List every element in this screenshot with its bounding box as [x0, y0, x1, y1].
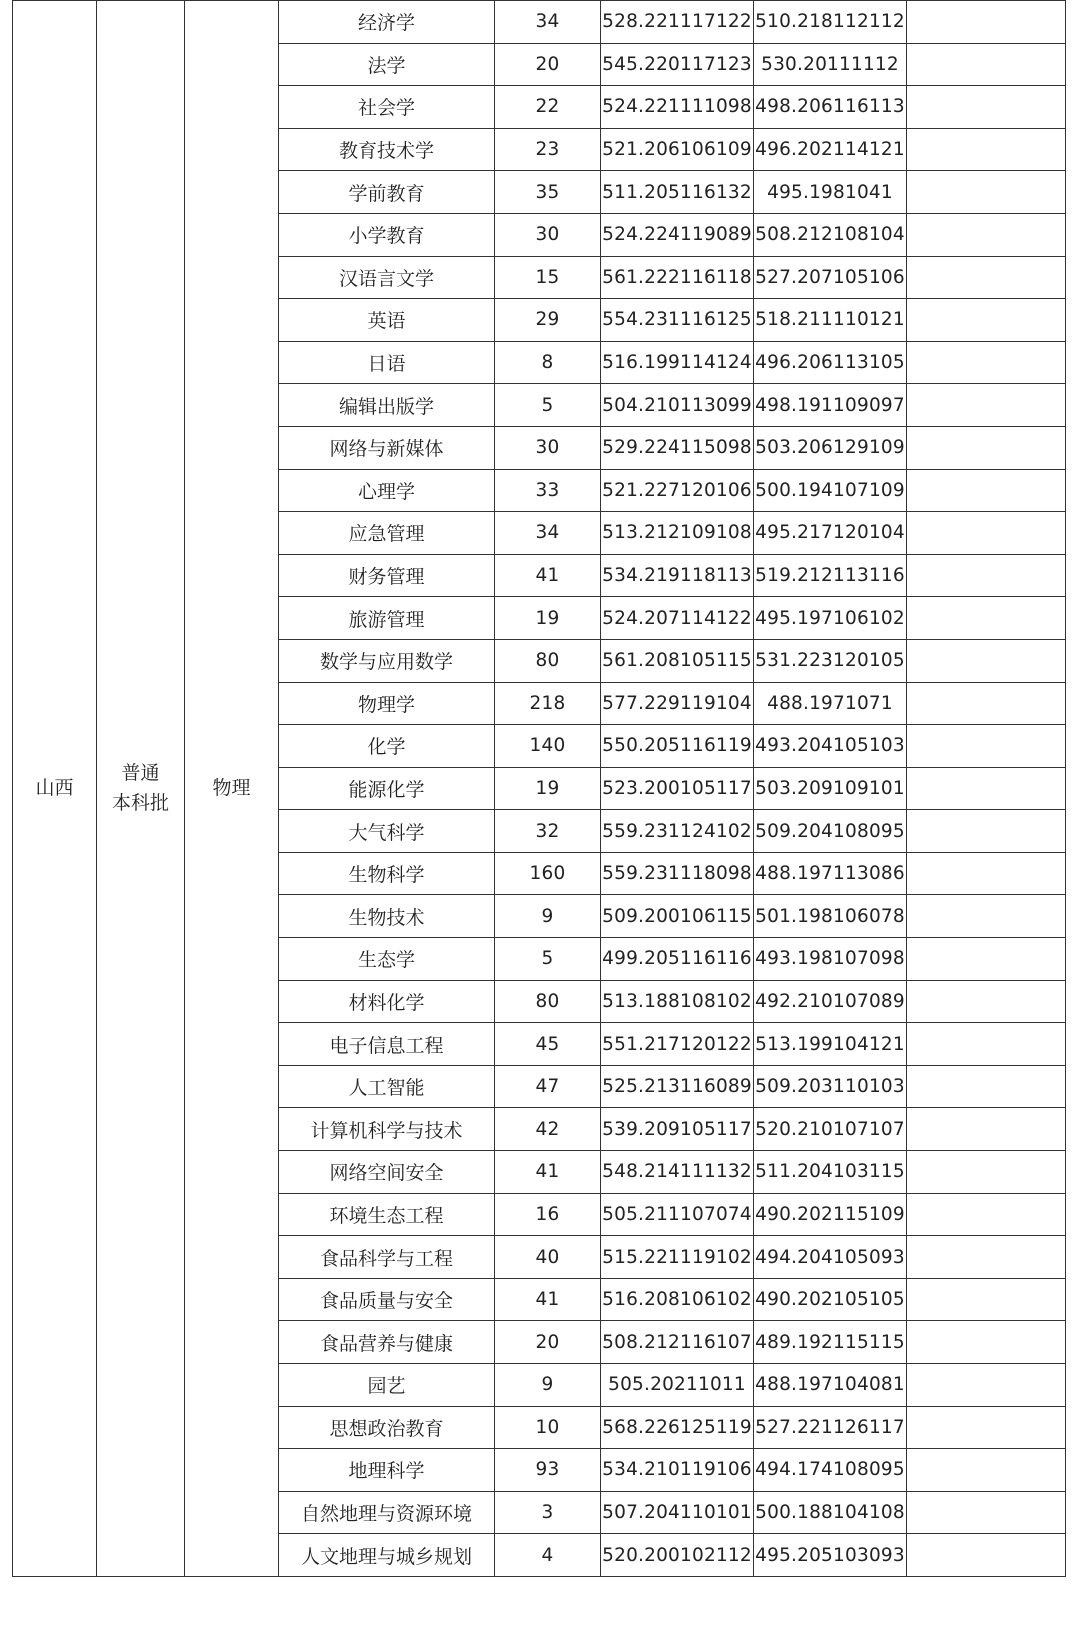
note-cell	[907, 171, 1066, 214]
note-cell	[907, 1236, 1066, 1279]
min-score-cell: 493.204105103	[754, 725, 907, 768]
max-score-cell: 513.188108102	[601, 980, 754, 1023]
note-cell	[907, 1151, 1066, 1194]
max-score-cell: 504.210113099	[601, 384, 754, 427]
max-score-cell: 521.227120106	[601, 469, 754, 512]
max-score-cell: 568.226125119	[601, 1406, 754, 1449]
note-cell	[907, 512, 1066, 555]
min-score-cell: 509.203110103	[754, 1065, 907, 1108]
major-cell: 自然地理与资源环境	[279, 1491, 495, 1534]
major-cell: 应急管理	[279, 512, 495, 555]
max-score-cell: 534.219118113	[601, 554, 754, 597]
major-cell: 财务管理	[279, 554, 495, 597]
major-cell: 食品科学与工程	[279, 1236, 495, 1279]
min-score-cell: 490.202105105	[754, 1278, 907, 1321]
min-score-cell: 500.188104108	[754, 1491, 907, 1534]
min-score-cell: 530.20111112	[754, 43, 907, 86]
max-score-cell: 525.213116089	[601, 1065, 754, 1108]
note-cell	[907, 213, 1066, 256]
min-score-cell: 519.212113116	[754, 554, 907, 597]
plan-count-cell: 40	[495, 1236, 601, 1279]
major-cell: 小学教育	[279, 213, 495, 256]
min-score-cell: 527.221126117	[754, 1406, 907, 1449]
note-cell	[907, 554, 1066, 597]
note-cell	[907, 895, 1066, 938]
major-cell: 材料化学	[279, 980, 495, 1023]
major-cell: 园艺	[279, 1364, 495, 1407]
min-score-cell: 518.211110121	[754, 299, 907, 342]
min-score-cell: 488.1971071	[754, 682, 907, 725]
plan-count-cell: 41	[495, 1278, 601, 1321]
major-cell: 大气科学	[279, 810, 495, 853]
table-row	[13, 1, 1066, 44]
max-score-cell: 521.206106109	[601, 128, 754, 171]
major-cell: 心理学	[279, 469, 495, 512]
note-cell	[907, 639, 1066, 682]
min-score-cell: 503.206129109	[754, 426, 907, 469]
max-score-cell: 548.214111132	[601, 1151, 754, 1194]
plan-count-cell: 30	[495, 426, 601, 469]
major-cell: 地理科学	[279, 1449, 495, 1492]
plan-count-cell: 5	[495, 938, 601, 981]
major-cell: 思想政治教育	[279, 1406, 495, 1449]
max-score-cell: 499.205116116	[601, 938, 754, 981]
plan-count-cell: 16	[495, 1193, 601, 1236]
min-score-cell: 494.204105093	[754, 1236, 907, 1279]
plan-count-cell: 35	[495, 171, 601, 214]
min-score-cell: 498.191109097	[754, 384, 907, 427]
major-cell: 教育技术学	[279, 128, 495, 171]
min-score-cell: 513.199104121	[754, 1023, 907, 1066]
max-score-cell: 559.231124102	[601, 810, 754, 853]
max-score-cell: 534.210119106	[601, 1449, 754, 1492]
max-score-cell: 551.217120122	[601, 1023, 754, 1066]
plan-count-cell: 15	[495, 256, 601, 299]
plan-count-cell: 160	[495, 852, 601, 895]
max-score-cell: 508.212116107	[601, 1321, 754, 1364]
min-score-cell: 489.192115115	[754, 1321, 907, 1364]
table-body	[13, 1, 1066, 1577]
min-score-cell: 511.204103115	[754, 1151, 907, 1194]
max-score-cell: 509.200106115	[601, 895, 754, 938]
min-score-cell: 495.205103093	[754, 1534, 907, 1577]
min-score-cell: 503.209109101	[754, 767, 907, 810]
province-cell: 山西	[13, 1, 97, 1577]
max-score-cell: 523.200105117	[601, 767, 754, 810]
plan-count-cell: 42	[495, 1108, 601, 1151]
major-cell: 法学	[279, 43, 495, 86]
plan-count-cell: 29	[495, 299, 601, 342]
max-score-cell: 529.224115098	[601, 426, 754, 469]
plan-count-cell: 47	[495, 1065, 601, 1108]
plan-count-cell: 140	[495, 725, 601, 768]
major-cell: 物理学	[279, 682, 495, 725]
major-cell: 学前教育	[279, 171, 495, 214]
min-score-cell: 493.198107098	[754, 938, 907, 981]
note-cell	[907, 128, 1066, 171]
major-cell: 环境生态工程	[279, 1193, 495, 1236]
major-cell: 网络与新媒体	[279, 426, 495, 469]
note-cell	[907, 86, 1066, 129]
plan-count-cell: 33	[495, 469, 601, 512]
major-cell: 数学与应用数学	[279, 639, 495, 682]
max-score-cell: 577.229119104	[601, 682, 754, 725]
plan-count-cell: 41	[495, 1151, 601, 1194]
note-cell	[907, 725, 1066, 768]
plan-count-cell: 9	[495, 1364, 601, 1407]
note-cell	[907, 852, 1066, 895]
min-score-cell: 500.194107109	[754, 469, 907, 512]
min-score-cell: 495.197106102	[754, 597, 907, 640]
plan-count-cell: 22	[495, 86, 601, 129]
max-score-cell: 524.221111098	[601, 86, 754, 129]
note-cell	[907, 1491, 1066, 1534]
note-cell	[907, 384, 1066, 427]
plan-count-cell: 4	[495, 1534, 601, 1577]
max-score-cell: 516.199114124	[601, 341, 754, 384]
plan-count-cell: 45	[495, 1023, 601, 1066]
plan-count-cell: 20	[495, 43, 601, 86]
note-cell	[907, 426, 1066, 469]
major-cell: 英语	[279, 299, 495, 342]
min-score-cell: 490.202115109	[754, 1193, 907, 1236]
plan-count-cell: 34	[495, 512, 601, 555]
note-cell	[907, 1023, 1066, 1066]
major-cell: 生物技术	[279, 895, 495, 938]
major-cell: 食品质量与安全	[279, 1278, 495, 1321]
max-score-cell: 561.222116118	[601, 256, 754, 299]
plan-count-cell: 41	[495, 554, 601, 597]
major-cell: 编辑出版学	[279, 384, 495, 427]
major-cell: 生物科学	[279, 852, 495, 895]
min-score-cell: 527.207105106	[754, 256, 907, 299]
max-score-cell: 545.220117123	[601, 43, 754, 86]
subject-cell: 物理	[185, 1, 279, 1577]
min-score-cell: 531.223120105	[754, 639, 907, 682]
plan-count-cell: 80	[495, 639, 601, 682]
note-cell	[907, 810, 1066, 853]
note-cell	[907, 1108, 1066, 1151]
max-score-cell: 516.208106102	[601, 1278, 754, 1321]
plan-count-cell: 93	[495, 1449, 601, 1492]
max-score-cell: 528.221117122	[601, 1, 754, 44]
note-cell	[907, 299, 1066, 342]
min-score-cell: 495.217120104	[754, 512, 907, 555]
major-cell: 食品营养与健康	[279, 1321, 495, 1364]
max-score-cell: 524.224119089	[601, 213, 754, 256]
max-score-cell: 559.231118098	[601, 852, 754, 895]
min-score-cell: 488.197104081	[754, 1364, 907, 1407]
min-score-cell: 496.202114121	[754, 128, 907, 171]
max-score-cell: 505.20211011	[601, 1364, 754, 1407]
batch-cell	[97, 1, 185, 1577]
note-cell	[907, 682, 1066, 725]
plan-count-cell: 30	[495, 213, 601, 256]
plan-count-cell: 23	[495, 128, 601, 171]
note-cell	[907, 256, 1066, 299]
major-cell: 日语	[279, 341, 495, 384]
note-cell	[907, 1065, 1066, 1108]
major-cell: 能源化学	[279, 767, 495, 810]
note-cell	[907, 1534, 1066, 1577]
major-cell: 计算机科学与技术	[279, 1108, 495, 1151]
major-cell: 生态学	[279, 938, 495, 981]
major-cell: 经济学	[279, 1, 495, 44]
max-score-cell: 511.205116132	[601, 171, 754, 214]
min-score-cell: 520.210107107	[754, 1108, 907, 1151]
max-score-cell: 505.211107074	[601, 1193, 754, 1236]
note-cell	[907, 1193, 1066, 1236]
max-score-cell: 554.231116125	[601, 299, 754, 342]
max-score-cell: 524.207114122	[601, 597, 754, 640]
note-cell	[907, 980, 1066, 1023]
min-score-cell: 508.212108104	[754, 213, 907, 256]
plan-count-cell: 32	[495, 810, 601, 853]
plan-count-cell: 19	[495, 597, 601, 640]
batch-line: 本科批	[111, 792, 169, 815]
major-cell: 旅游管理	[279, 597, 495, 640]
note-cell	[907, 1364, 1066, 1407]
note-cell	[907, 1406, 1066, 1449]
major-cell: 人工智能	[279, 1065, 495, 1108]
admission-score-table	[12, 0, 1066, 1577]
min-score-cell: 498.206116113	[754, 86, 907, 129]
note-cell	[907, 767, 1066, 810]
plan-count-cell: 3	[495, 1491, 601, 1534]
plan-count-cell: 80	[495, 980, 601, 1023]
note-cell	[907, 597, 1066, 640]
min-score-cell: 501.198106078	[754, 895, 907, 938]
max-score-cell: 539.209105117	[601, 1108, 754, 1151]
major-cell: 社会学	[279, 86, 495, 129]
plan-count-cell: 19	[495, 767, 601, 810]
plan-count-cell: 5	[495, 384, 601, 427]
min-score-cell: 495.1981041	[754, 171, 907, 214]
major-cell: 汉语言文学	[279, 256, 495, 299]
max-score-cell: 513.212109108	[601, 512, 754, 555]
min-score-cell: 496.206113105	[754, 341, 907, 384]
major-cell: 化学	[279, 725, 495, 768]
plan-count-cell: 20	[495, 1321, 601, 1364]
max-score-cell: 507.204110101	[601, 1491, 754, 1534]
note-cell	[907, 1, 1066, 44]
min-score-cell: 510.218112112	[754, 1, 907, 44]
max-score-cell: 515.221119102	[601, 1236, 754, 1279]
note-cell	[907, 469, 1066, 512]
min-score-cell: 509.204108095	[754, 810, 907, 853]
plan-count-cell: 8	[495, 341, 601, 384]
max-score-cell: 550.205116119	[601, 725, 754, 768]
major-cell: 网络空间安全	[279, 1151, 495, 1194]
plan-count-cell: 218	[495, 682, 601, 725]
plan-count-cell: 34	[495, 1, 601, 44]
note-cell	[907, 341, 1066, 384]
min-score-cell: 494.174108095	[754, 1449, 907, 1492]
min-score-cell: 492.210107089	[754, 980, 907, 1023]
major-cell: 人文地理与城乡规划	[279, 1534, 495, 1577]
note-cell	[907, 1321, 1066, 1364]
batch-line: 普通	[121, 762, 160, 785]
note-cell	[907, 1278, 1066, 1321]
plan-count-cell: 9	[495, 895, 601, 938]
note-cell	[907, 1449, 1066, 1492]
major-cell: 电子信息工程	[279, 1023, 495, 1066]
plan-count-cell: 10	[495, 1406, 601, 1449]
note-cell	[907, 938, 1066, 981]
max-score-cell: 520.200102112	[601, 1534, 754, 1577]
note-cell	[907, 43, 1066, 86]
min-score-cell: 488.197113086	[754, 852, 907, 895]
max-score-cell: 561.208105115	[601, 639, 754, 682]
